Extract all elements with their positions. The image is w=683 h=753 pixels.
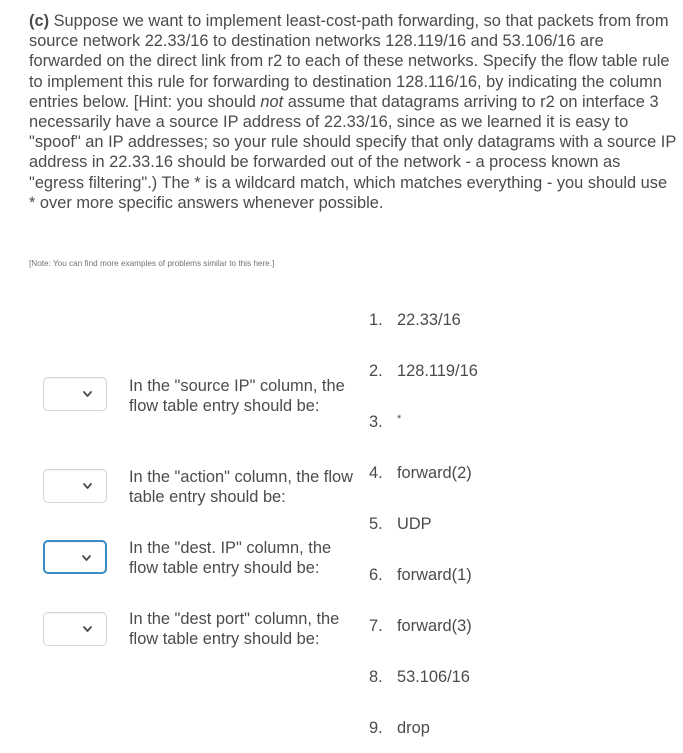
choice-number: 6. (369, 566, 383, 584)
question-part-label: (c) (29, 12, 50, 30)
question-text-1: Suppose we want to implement least-cost-path forwarding, so that packets from from source network 22.33/16 to destination networks 128.119/16 and 53.106/16 are forwarded on the direct link from r2 to each of these networks. Specify the flow table rule to implement this rule for forwarding to destination 128.116/16, by indicating the column entries below. [Hint: you should (29, 12, 670, 111)
prompt-source-ip: In the "source IP" column, the flow table entry should be: (129, 377, 345, 416)
choice-number: 1. (369, 311, 383, 329)
choice-item (369, 515, 432, 534)
chevron-down-icon (82, 388, 93, 400)
choice-label: 128.119/16 (397, 362, 478, 380)
choice-label: forward(3) (397, 617, 472, 635)
choice-item (369, 617, 472, 636)
choice-label: 22.33/16 (397, 311, 461, 329)
chevron-down-icon (82, 623, 93, 635)
action-select[interactable] (43, 469, 107, 503)
choice-label: 53.106/16 (397, 668, 470, 686)
prompt-dest-ip: In the "dest. IP" column, the flow table entry should be: (129, 539, 332, 578)
choice-item (369, 668, 470, 687)
choice-label: UDP (397, 515, 432, 533)
choice-item (369, 362, 478, 381)
choice-number: 7. (369, 617, 383, 635)
choice-item (369, 464, 472, 483)
prompt-dest-port: In the "dest port" column, the flow table entry should be: (129, 610, 340, 649)
chevron-down-icon (81, 552, 92, 564)
question-emphasis: not (260, 92, 284, 111)
choice-number: 3. (369, 413, 383, 431)
choice-item (369, 719, 430, 738)
choice-item (369, 311, 461, 330)
question-text-2: assume that datagrams arriving to r2 on interface 3 necessarily have a source IP address of 22.33/16, since as we learned it is easy to "spoof" an IP addresses; so your rule should specify that only datagrams with a source IP address in 22.33.16 should be forwarded out of the network - a process known as "egress filtering".) The * is a wildcard match, which matches everything - you should use * over more specific answers whenever possible. (29, 92, 676, 212)
dest-port-select[interactable] (43, 612, 107, 646)
choice-number: 5. (369, 515, 383, 533)
choice-number: 8. (369, 668, 383, 686)
choice-item (369, 413, 401, 432)
note-text: [Note: You can find more examples of problems similar to this here.] (29, 259, 275, 268)
choice-label: * (397, 413, 402, 425)
choice-number: 2. (369, 362, 383, 380)
question-text (29, 11, 677, 213)
choice-number: 9. (369, 719, 383, 737)
choice-item (369, 566, 472, 585)
choice-label: forward(1) (397, 566, 472, 584)
prompt-action: In the "action" column, the flow table entry should be: (129, 468, 353, 507)
choice-number: 4. (369, 464, 383, 482)
chevron-down-icon (82, 480, 93, 492)
choice-label: forward(2) (397, 464, 472, 482)
source-ip-select[interactable] (43, 377, 107, 411)
choice-label: drop (397, 719, 430, 737)
dest-ip-select[interactable] (43, 540, 107, 574)
